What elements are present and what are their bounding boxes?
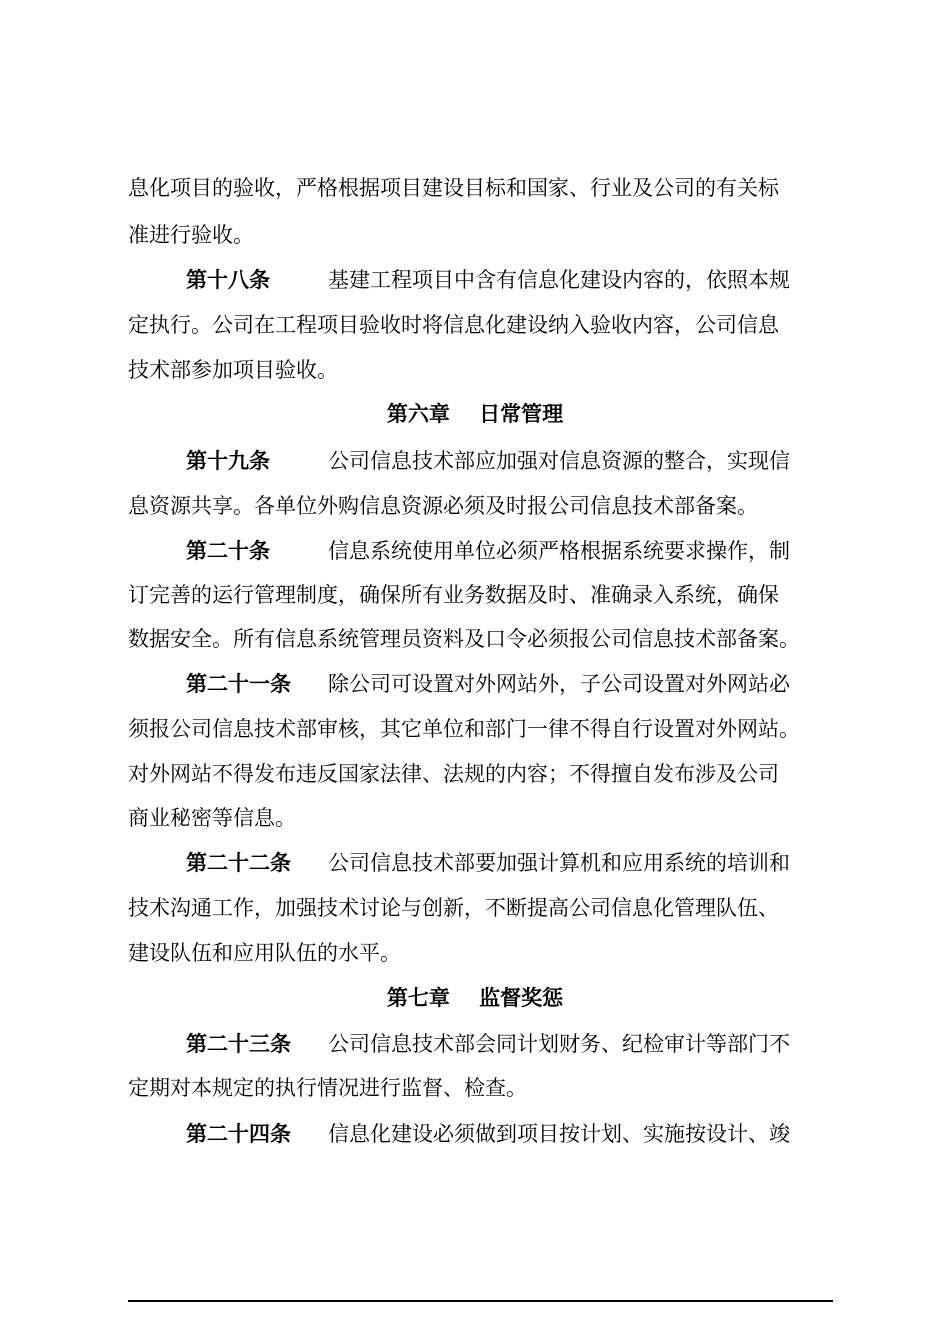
- body-line: 定执行。公司在工程项目验收时将信息化建设纳入验收内容，公司信息: [128, 313, 779, 337]
- body-text: 除公司可设置对外网站外，子公司设置对外网站必: [328, 672, 790, 696]
- body-line: 商业秘密等信息。: [128, 806, 296, 830]
- body-line: 定期对本规定的执行情况进行监督、检查。: [128, 1076, 527, 1100]
- body-text: 信息化建设必须做到项目按计划、实施按设计、竣: [328, 1122, 790, 1146]
- article-title: 第二十一条: [186, 672, 291, 696]
- body-line: 准进行验收。: [128, 223, 254, 247]
- body-text: 公司信息技术部会同计划财务、纪检审计等部门不: [328, 1032, 790, 1056]
- article-24: [186, 1119, 846, 1149]
- body-text: 基建工程项目中含有信息化建设内容的，依照本规: [328, 268, 790, 292]
- body-line: 对外网站不得发布违反国家法律、法规的内容；不得擅自发布涉及公司: [128, 762, 779, 786]
- body-line: 技术部参加项目验收。: [128, 358, 338, 382]
- body-text: 公司信息技术部应加强对信息资源的整合，实现信: [328, 449, 790, 473]
- body-text: 信息系统使用单位必须严格根据系统要求操作，制: [328, 539, 790, 563]
- chapter-heading: 第六章 日常管理: [386, 402, 564, 426]
- article-title: 第二十四条: [186, 1122, 291, 1146]
- article-23: [186, 1029, 846, 1059]
- article-title: 第十九条: [186, 449, 270, 473]
- body-line: 息资源共享。各单位外购信息资源必须及时报公司信息技术部备案。: [128, 494, 758, 518]
- body-text: 公司信息技术部要加强计算机和应用系统的培训和: [328, 851, 790, 875]
- article-title: 第二十条: [186, 539, 270, 563]
- article-19: [186, 446, 846, 476]
- body-line: 订完善的运行管理制度，确保所有业务数据及时、准确录入系统，确保: [128, 583, 779, 607]
- body-line: 须报公司信息技术部审核，其它单位和部门一律不得自行设置对外网站。: [128, 717, 800, 741]
- article-title: 第十八条: [186, 268, 270, 292]
- article-20: [186, 536, 846, 566]
- article-18: [186, 265, 846, 295]
- article-22: [186, 848, 846, 878]
- chapter-heading: 第七章 监督奖惩: [386, 986, 564, 1010]
- body-line: 数据安全。所有信息系统管理员资料及口令必须报公司信息技术部备案。: [128, 627, 800, 651]
- article-title: 第二十二条: [186, 851, 291, 875]
- article-title: 第二十三条: [186, 1032, 291, 1056]
- body-line: 建设队伍和应用队伍的水平。: [128, 941, 401, 965]
- body-line: 技术沟通工作，加强技术讨论与创新，不断提高公司信息化管理队伍、: [128, 896, 779, 920]
- body-line: 息化项目的验收，严格根据项目建设目标和国家、行业及公司的有关标: [128, 176, 779, 200]
- footer-rule: [128, 1300, 833, 1302]
- article-21: [186, 669, 846, 699]
